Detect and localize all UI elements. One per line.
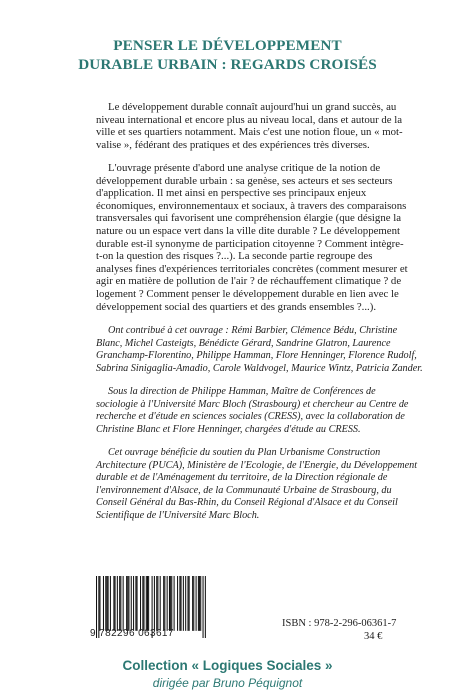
text-line: durable est-il synonyme de participation citoyenne ? Comment intègre- bbox=[96, 237, 404, 250]
text-line: économiques, environnementaux et sociaux, à travers des comparaisons bbox=[96, 199, 407, 212]
text-line: Ont contribué à cet ouvrage : Rémi Barbier, Clémence Bédu, Christine bbox=[108, 325, 398, 336]
barcode-bar bbox=[105, 576, 106, 631]
barcode-bar bbox=[187, 576, 188, 631]
barcode-bar bbox=[154, 576, 155, 631]
barcode-bar bbox=[108, 576, 109, 631]
text-line: L'ouvrage présente d'abord une analyse critique de la notion de bbox=[108, 162, 381, 174]
text-line: durable et de l'Aménagement du territoire, de la Direction régionale de bbox=[96, 472, 388, 484]
isbn: ISBN : 978-2-296-06361-7 bbox=[282, 618, 397, 629]
barcode-bar bbox=[196, 576, 197, 631]
text-line: Blanc, Michel Casteigts, Bénédicte Gérard, Sandrine Glatron, Laurence bbox=[96, 337, 391, 349]
barcode-bar bbox=[156, 576, 157, 631]
barcode-bar bbox=[131, 576, 132, 631]
barcode-bar bbox=[183, 576, 184, 631]
barcode-bar bbox=[167, 576, 168, 631]
text-line: Architecture (PUCA), Ministère de l'Ecologie, de l'Energie, du Développement bbox=[96, 459, 418, 471]
text-line: transversales qui favorisent une compréhension élargie (que désigne la bbox=[96, 212, 402, 225]
barcode-bar bbox=[171, 576, 172, 631]
barcode-bar bbox=[128, 576, 129, 631]
summary-paragraph bbox=[96, 162, 408, 313]
text-line: Cet ouvrage bénéficie du soutien du Plan Urbanisme Construction bbox=[108, 447, 381, 458]
intro-paragraph bbox=[96, 101, 403, 151]
barcode-bar bbox=[113, 576, 114, 631]
barcode-bar bbox=[123, 576, 124, 631]
barcode-bar bbox=[147, 576, 148, 631]
text-line: d'application. Il met ainsi en perspective ses principaux enjeux bbox=[96, 187, 367, 200]
barcode-bar bbox=[146, 576, 147, 631]
text-line: ville et ses quartiers notamment. Mais c'est une notion floue, un « mot- bbox=[96, 126, 403, 139]
barcode-bar bbox=[189, 576, 190, 631]
barcode-bar bbox=[177, 576, 178, 631]
text-line: valise », fédérant des pratiques et des expériences très diverses. bbox=[96, 138, 370, 151]
text-line: l'environnement d'Alsace, de la Communauté Urbaine de Strasbourg, du bbox=[96, 484, 392, 496]
barcode-bar bbox=[163, 576, 164, 631]
text-line: Sabrina Sinigaglia-Amadio, Carole Waldvogel, Maurice Wintz, Patricia Zander. bbox=[96, 362, 423, 374]
barcode-bar bbox=[117, 576, 118, 631]
barcode-bar bbox=[170, 576, 171, 631]
collection-name: Collection « Logiques Sociales » bbox=[122, 658, 333, 673]
barcode-bar bbox=[126, 576, 127, 631]
barcode-bar bbox=[137, 576, 138, 631]
text-line: développement social des quartiers et des grands ensembles ?...). bbox=[96, 300, 377, 313]
text-line: sociologie à l'Université Marc Bloch (Strasbourg) et chercheur au Centre de bbox=[96, 398, 409, 410]
text-line: Granchamp-Florentino, Philippe Hamman, Flore Henninger, Florence Rudolf, bbox=[96, 350, 417, 362]
barcode-bar bbox=[143, 576, 144, 631]
barcode-bar bbox=[106, 576, 107, 631]
text-line: développement durable urbain : sa genèse, ses acteurs et ses secteurs bbox=[96, 174, 393, 187]
barcode-bar bbox=[192, 576, 193, 631]
collection-director: dirigée par Bruno Péquignot bbox=[152, 676, 303, 690]
text-line: niveau international et encore plus au niveau local, dans et autour de la bbox=[96, 113, 403, 126]
barcode-bar bbox=[193, 576, 194, 631]
book-title bbox=[30, 36, 425, 74]
title-line-2: DURABLE URBAIN : REGARDS CROISÉS bbox=[78, 56, 377, 73]
text-line: t-on la question des risques ?...). La seconde partie regroupe des bbox=[96, 250, 373, 263]
barcode-bar bbox=[181, 576, 182, 631]
barcode-digits: 9 782296 063617 bbox=[90, 628, 174, 639]
barcode-bar bbox=[200, 576, 201, 631]
text-line: logement ? Comment penser le développement durable en lien avec le bbox=[96, 287, 399, 300]
text-line: nature ou un espace vert dans la ville dite durable ? Le développement bbox=[96, 224, 400, 237]
barcode-bar bbox=[119, 576, 120, 631]
title-line-1: PENSER LE DÉVELOPPEMENT bbox=[113, 37, 342, 54]
barcode-bar bbox=[120, 576, 121, 631]
text-line: Le développement durable connaît aujourd'hui un grand succès, au bbox=[108, 101, 397, 113]
barcode-bar bbox=[157, 576, 158, 631]
barcode-bar bbox=[164, 576, 165, 631]
support-paragraph bbox=[96, 447, 418, 523]
text-line: Sous la direction de Philippe Hamman, Maître de Conférences de bbox=[108, 386, 376, 397]
text-line: agir en matière de pollution de l'air ? de réchauffement climatique ? de bbox=[96, 275, 402, 288]
text-line: analyses fines d'expériences territoriales concrètes (comment mesurer et bbox=[96, 262, 408, 275]
barcode-bar bbox=[142, 576, 143, 631]
barcode-bar bbox=[169, 576, 170, 631]
barcode-bar bbox=[115, 576, 116, 631]
contributors-paragraph bbox=[96, 325, 423, 375]
barcode-bar bbox=[135, 576, 136, 631]
price: 34 € bbox=[364, 631, 383, 642]
text-line: recherche et d'étude en sciences sociales (CRESS), avec la collaboration de bbox=[96, 411, 405, 423]
barcode-bar bbox=[110, 576, 111, 631]
text-line: Conseil Général du Bas-Rhin, du Conseil Régional d'Alsace et du Conseil bbox=[96, 497, 398, 509]
barcode-bar bbox=[199, 576, 200, 631]
barcode-bar bbox=[148, 576, 149, 631]
barcode-bar bbox=[133, 576, 134, 631]
barcode-bar bbox=[140, 576, 141, 631]
direction-paragraph bbox=[96, 386, 409, 436]
barcode-bar bbox=[185, 576, 186, 631]
barcode-bar bbox=[103, 576, 104, 631]
barcode-bar bbox=[160, 576, 161, 631]
text-line: Scientifique de l'Université Marc Bloch. bbox=[96, 509, 260, 521]
barcode-bar bbox=[198, 576, 199, 631]
barcode-bar bbox=[179, 576, 180, 631]
barcode-bar bbox=[99, 576, 100, 631]
barcode-bar bbox=[174, 576, 175, 631]
text-line: Christine Blanc et Flore Henninger, chargées d'étude au CRESS. bbox=[96, 423, 361, 435]
barcode-bar bbox=[127, 576, 128, 631]
